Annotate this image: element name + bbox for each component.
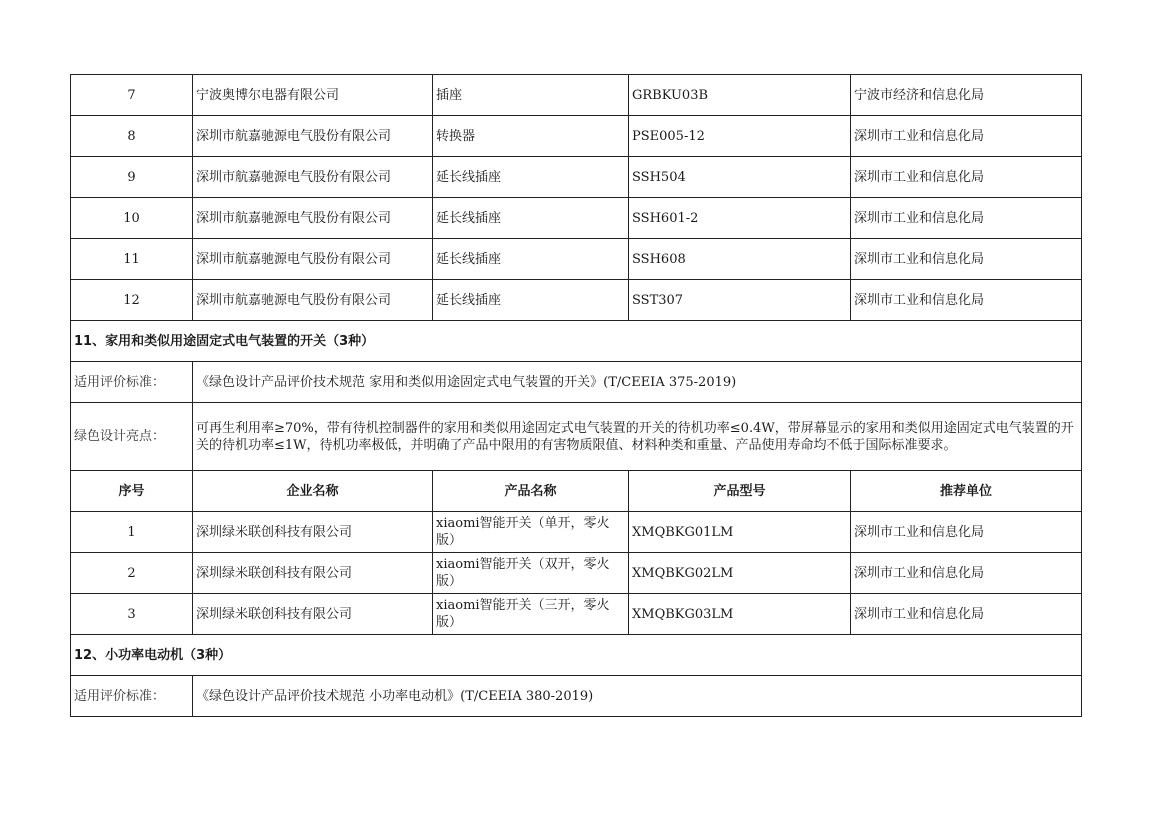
- header-company: 企业名称: [193, 471, 433, 512]
- company-name: 深圳市航嘉驰源电气股份有限公司: [193, 157, 433, 198]
- company-name: 深圳市航嘉驰源电气股份有限公司: [193, 198, 433, 239]
- section-title: 12、小功率电动机（3种）: [71, 635, 1082, 676]
- row-number: 10: [71, 198, 193, 239]
- product-name: 延长线插座: [433, 198, 629, 239]
- table-row: [71, 594, 1082, 635]
- table-row: [71, 239, 1082, 280]
- recommending-unit: 宁波市经济和信息化局: [851, 75, 1082, 116]
- row-number: 3: [71, 594, 193, 635]
- highlight-row: [71, 403, 1082, 471]
- product-model: XMQBKG01LM: [629, 512, 851, 553]
- table-row: [71, 280, 1082, 321]
- product-model: GRBKU03B: [629, 75, 851, 116]
- product-name: 插座: [433, 75, 629, 116]
- header-unit: 推荐单位: [851, 471, 1082, 512]
- company-name: 深圳绿米联创科技有限公司: [193, 553, 433, 594]
- product-name: 延长线插座: [433, 157, 629, 198]
- product-name: xiaomi智能开关（单开，零火版）: [433, 512, 629, 553]
- product-model: SSH608: [629, 239, 851, 280]
- company-name: 深圳市航嘉驰源电气股份有限公司: [193, 280, 433, 321]
- company-name: 宁波奥博尔电器有限公司: [193, 75, 433, 116]
- company-name: 深圳绿米联创科技有限公司: [193, 512, 433, 553]
- section-title: 11、家用和类似用途固定式电气装置的开关（3种）: [71, 321, 1082, 362]
- product-model: XMQBKG02LM: [629, 553, 851, 594]
- header-product: 产品名称: [433, 471, 629, 512]
- product-model: SSH601-2: [629, 198, 851, 239]
- standard-text: 《绿色设计产品评价技术规范 家用和类似用途固定式电气装置的开关》(T/CEEIA 375-2019): [193, 362, 1082, 403]
- section-header-row: [71, 321, 1082, 362]
- row-number: 12: [71, 280, 193, 321]
- table-row: [71, 75, 1082, 116]
- table-row: [71, 157, 1082, 198]
- product-table: [70, 74, 1082, 717]
- table-row: [71, 553, 1082, 594]
- product-model: SSH504: [629, 157, 851, 198]
- recommending-unit: 深圳市工业和信息化局: [851, 512, 1082, 553]
- highlight-text: 可再生利用率≥70%，带有待机控制器件的家用和类似用途固定式电气装置的开关的待机功率≤0.4W，带屏幕显示的家用和类似用途固定式电气装置的开关的待机功率≤1W，待机功率极低，并明确了产品中限用的有害物质限值、材料种类和重量、产品使用寿命均不低于国际标准要求。: [193, 403, 1082, 471]
- recommending-unit: 深圳市工业和信息化局: [851, 594, 1082, 635]
- row-number: 7: [71, 75, 193, 116]
- company-name: 深圳绿米联创科技有限公司: [193, 594, 433, 635]
- header-model: 产品型号: [629, 471, 851, 512]
- recommending-unit: 深圳市工业和信息化局: [851, 157, 1082, 198]
- table-row: [71, 116, 1082, 157]
- recommending-unit: 深圳市工业和信息化局: [851, 553, 1082, 594]
- highlight-label: 绿色设计亮点：: [71, 403, 193, 471]
- product-name: xiaomi智能开关（三开，零火版）: [433, 594, 629, 635]
- row-number: 9: [71, 157, 193, 198]
- recommending-unit: 深圳市工业和信息化局: [851, 280, 1082, 321]
- table-row: [71, 198, 1082, 239]
- recommending-unit: 深圳市工业和信息化局: [851, 239, 1082, 280]
- column-header-row: [71, 471, 1082, 512]
- product-model: XMQBKG03LM: [629, 594, 851, 635]
- standard-label: 适用评价标准：: [71, 676, 193, 717]
- row-number: 2: [71, 553, 193, 594]
- table-row: [71, 512, 1082, 553]
- company-name: 深圳市航嘉驰源电气股份有限公司: [193, 239, 433, 280]
- product-name: 转换器: [433, 116, 629, 157]
- product-name: 延长线插座: [433, 280, 629, 321]
- product-model: PSE005-12: [629, 116, 851, 157]
- product-name: 延长线插座: [433, 239, 629, 280]
- standard-label: 适用评价标准：: [71, 362, 193, 403]
- recommending-unit: 深圳市工业和信息化局: [851, 116, 1082, 157]
- standard-row: [71, 676, 1082, 717]
- row-number: 11: [71, 239, 193, 280]
- standard-row: [71, 362, 1082, 403]
- section-header-row: [71, 635, 1082, 676]
- product-model: SST307: [629, 280, 851, 321]
- product-name: xiaomi智能开关（双开，零火版）: [433, 553, 629, 594]
- standard-text: 《绿色设计产品评价技术规范 小功率电动机》(T/CEEIA 380-2019): [193, 676, 1082, 717]
- company-name: 深圳市航嘉驰源电气股份有限公司: [193, 116, 433, 157]
- row-number: 1: [71, 512, 193, 553]
- header-no: 序号: [71, 471, 193, 512]
- recommending-unit: 深圳市工业和信息化局: [851, 198, 1082, 239]
- row-number: 8: [71, 116, 193, 157]
